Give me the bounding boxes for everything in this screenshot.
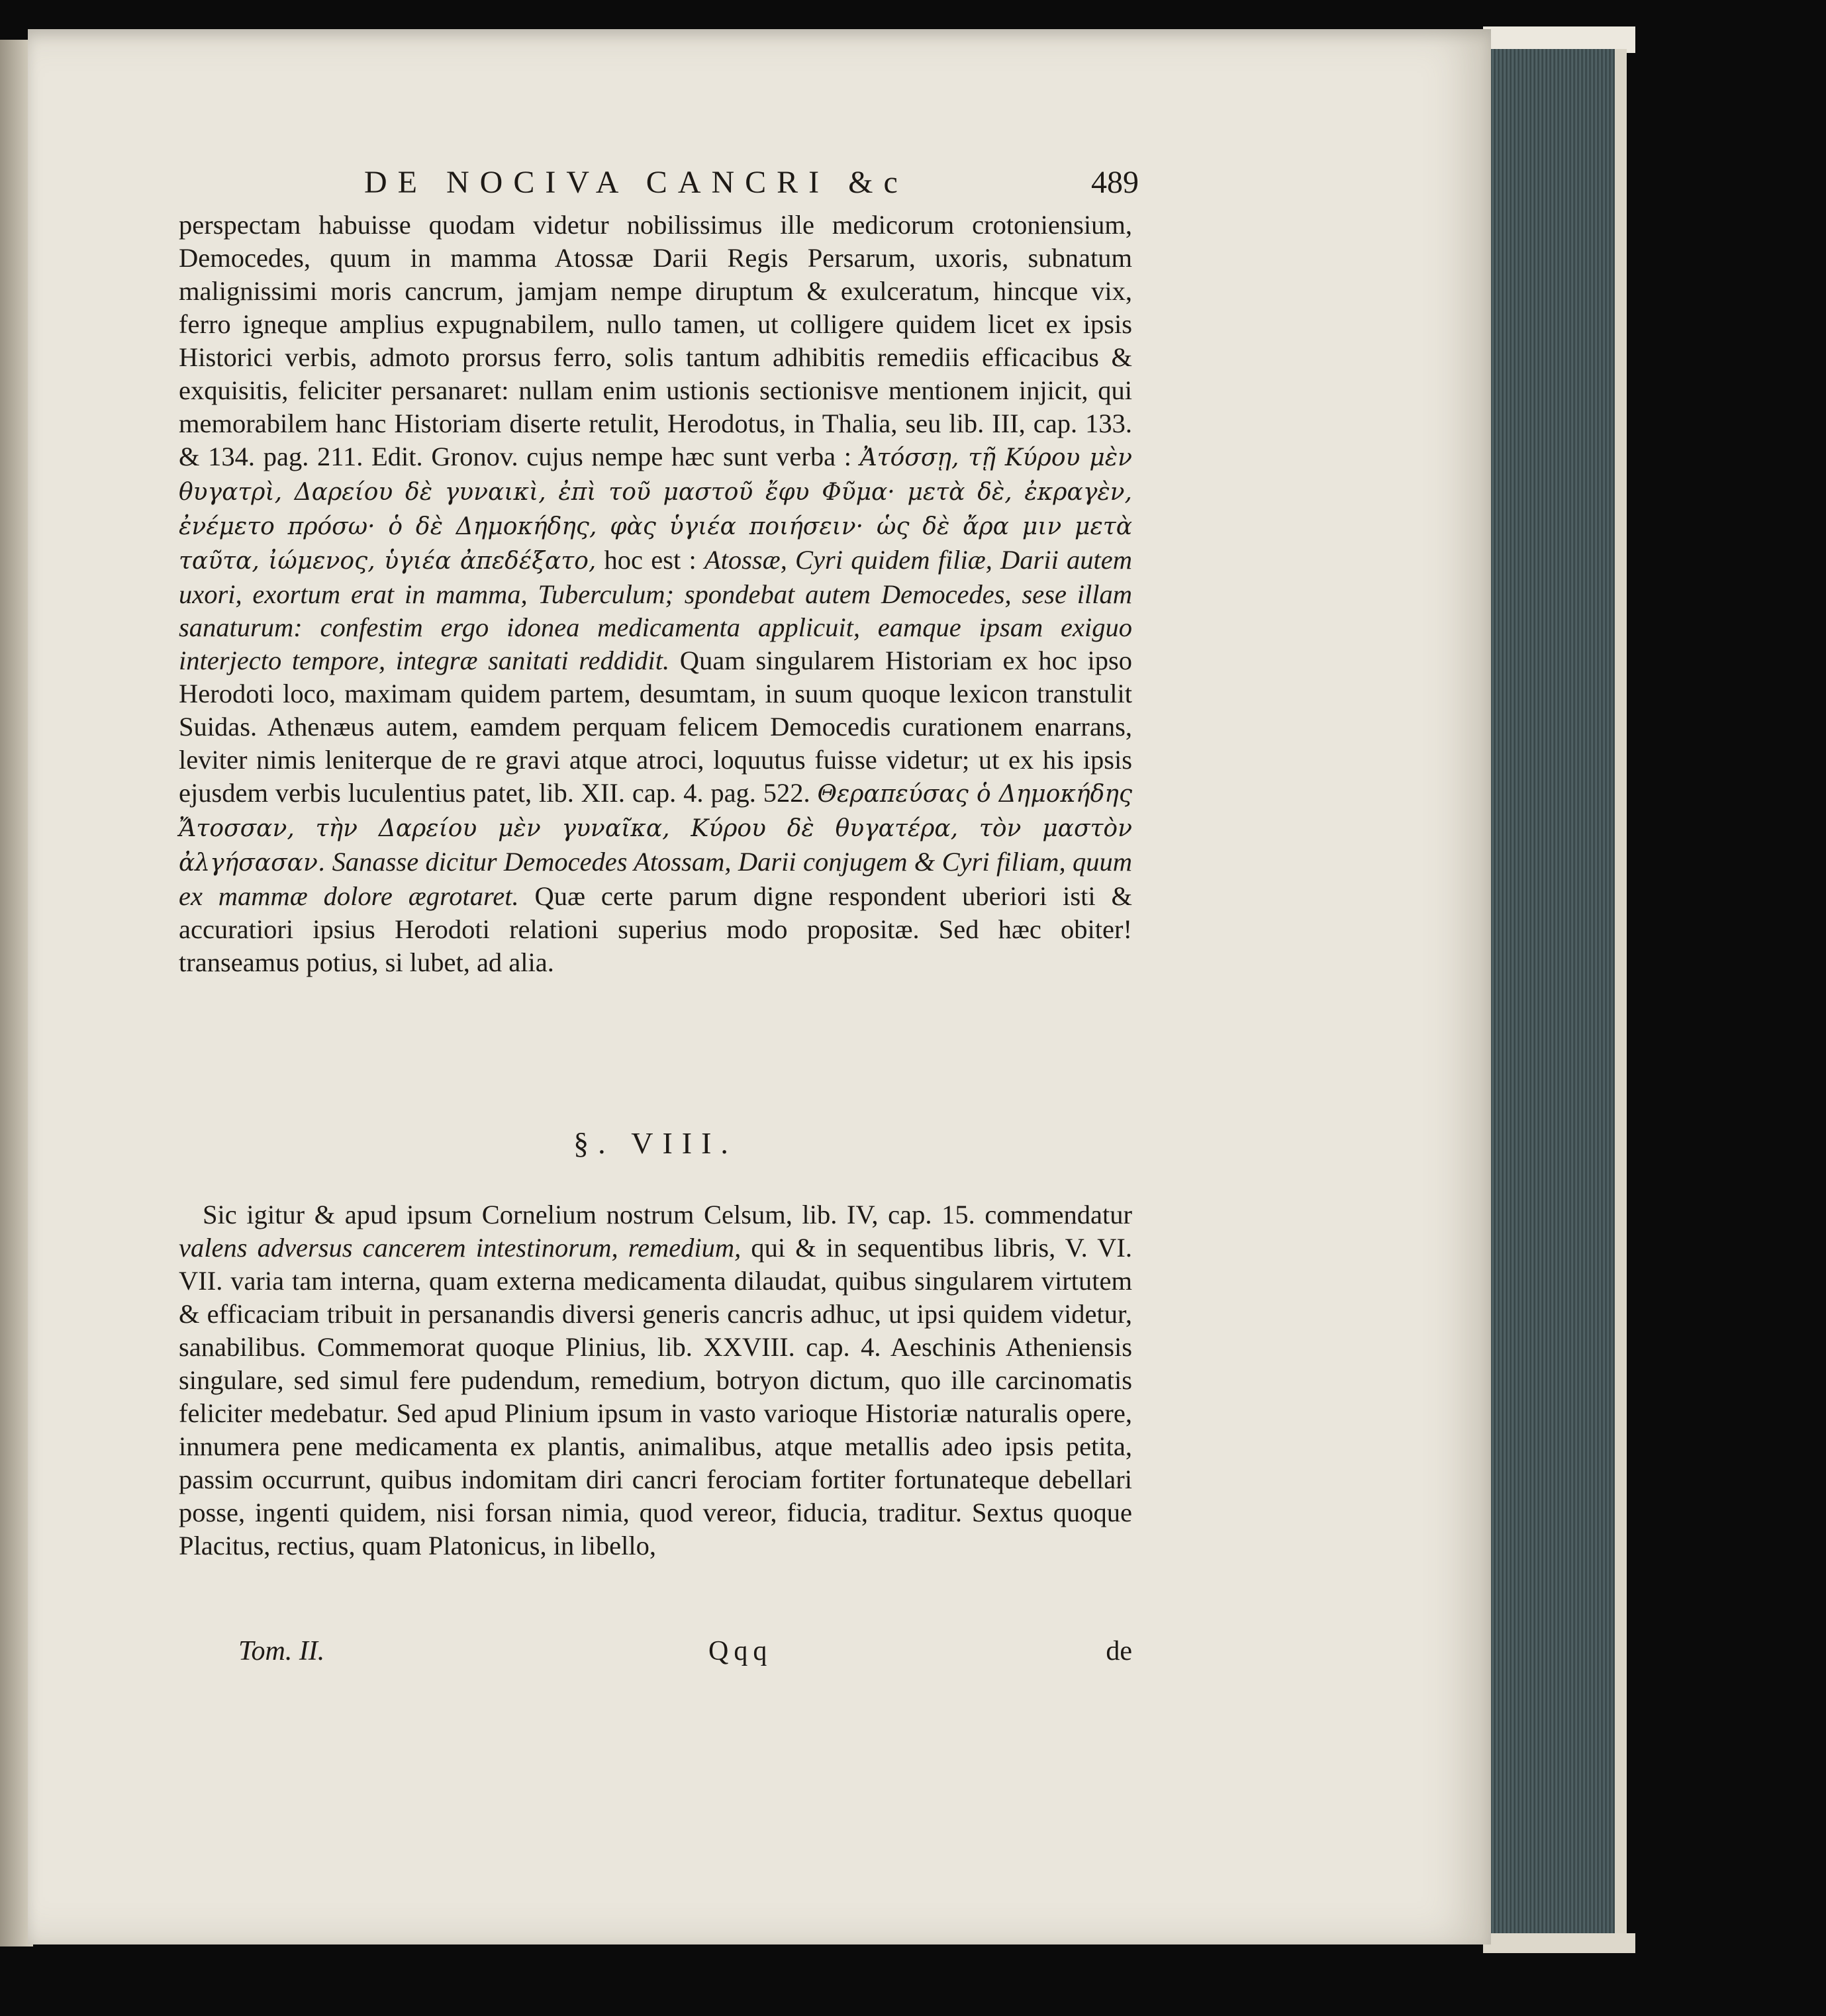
body-text-paragraph-1 xyxy=(179,209,1132,979)
signature-mark: Qqq xyxy=(708,1636,773,1666)
book-fore-edge xyxy=(1491,49,1627,1943)
text-latin: Quam singularem Historiam ex hoc ipso Herodoti loco, maximam quidem partem, desumtam, in suum quoque lexicon transtulit Suidas. Athenæus autem, eamdem perquam felicem Democedis curationem enarrans, leviter nimis leniterque de re gravi atque atroci, loquutus fuisse videtur; ut ex his ipsis ejusdem verbis luculentius patet, lib. XII. cap. 4. pag. 522. xyxy=(179,646,1133,808)
text-latin: perspectam habuisse quodam videtur nobilissimus ille medicorum crotoniensium, Democedes, quum in mamma Atossæ Darii Regis Persarum, uxoris, subnatum malignissimi moris cancrum, jamjam nempe diruptum & exulceratum, hincque vix, ferro igneque amplius expugnabilem, nullo tamen, ut colligere quidem licet ex ipsis Historici verbis, admoto prorsus ferro, solis tantum adhibitis remediis efficacibus & exquisitis, feliciter persanaret: nullam enim ustionis sectionisve mentionem injicit, qui memorabilem hanc Historiam diserte retulit, Herodotus, in Thalia, seu lib. III, cap. 133. & 134. pag. 211. Edit. Gronov. cujus nempe hæc sunt verba : xyxy=(179,210,1132,471)
italic-phrase: valens adversus cancerem intestinorum, remedium, xyxy=(179,1233,742,1263)
section-heading: §. VIII. xyxy=(573,1126,738,1160)
latin-translation: Sanasse dicitur Democedes Atossam, Darii conjugem & Cyri filiam, quum ex mammæ dolore ægrotaret. xyxy=(179,847,1133,911)
text-latin: Quæ certe parum digne respondent uberiori isti & accuratiori ipsius Herodoti relationi superius modo propositæ. Sed hæc obiter! transeamus potius, si lubet, ad alia. xyxy=(179,881,1133,977)
text-latin: hoc est : xyxy=(604,545,697,575)
body-text-paragraph-2 xyxy=(179,1198,1132,1562)
running-head-title: DE NOCIVA CANCRI &c xyxy=(364,165,908,200)
greek-quotation: Θεραπεύσας ὁ Δημοκήδης Ἄτοσσαν, τὴν Δαρείου μὲν γυναῖκα, Κύρου δὲ θυγατέρα, τὸν μαστὸν ἀλγήσασαν. xyxy=(179,781,1133,877)
page-number: 489 xyxy=(1091,165,1139,200)
running-head xyxy=(179,159,1139,205)
greek-quotation: Ἀτόσσῃ, τῇ Κύρου μὲν θυγατρὶ, Δαρείου δὲ γυναικὶ, ἐπὶ τοῦ μαστοῦ ἔφυ Φῦμα· μετὰ δὲ, ἐκραγὲν, ἐνέμετο πρόσω· ὁ δὲ Δημοκήδης, φὰς ὑγιέα ποιήσειν· ὡς δὲ ἄρα μιν μετὰ ταῦτα, ἰώμενος, ὑγιέα ἀπεδέξατο, xyxy=(179,444,1132,575)
text-latin: qui & in sequentibus libris, V. VI. VII. varia tam interna, quam externa medicamenta dilaudat, quibus singularem virtutem & efficaciam tribuit in persanandis diversi generis cancris adhuc, ut ipsi quidem videtur, sanabilibus. Commemorat quoque Plinius, lib. XXVIII. cap. 4. Aeschinis Atheniensis singulare, sed simul fere pudendum, remedium, botryon dictum, quo ille carcinomatis feliciter medebatur. Sed apud Plinium ipsum in vasto varioque Historiæ naturalis opere, innumera pene medicamenta ex plantis, animalibus, atque metallis adeo ipsis petita, passim occurrunt, quibus indomitam diri cancri ferociam fortiter fortunateque debellari posse, ingenti quidem, nisi forsan nimia, quod vereor, fiducia, traditur. Sextus quoque Placitus, rectius, quam Platonicus, in libello, xyxy=(179,1233,1133,1560)
text-latin: Sic igitur & apud ipsum Cornelium nostrum Celsum, lib. IV, cap. 15. commendatur xyxy=(203,1200,1132,1229)
volume-mark: Tom. II. xyxy=(238,1636,325,1666)
page-corner-bottom xyxy=(1483,1933,1635,1953)
latin-translation: Atossæ, Cyri quidem filiæ, Darii autem uxori, exortum erat in mamma, Tuberculum; spondebat autem Democedes, sese illam sanaturum: confestim ergo idonea medicamenta applicuit, eamque ipsam exiguo interjecto tempore, integræ sanitati reddidit. xyxy=(179,545,1133,675)
page-footer xyxy=(179,1635,1132,1675)
catchword: de xyxy=(1106,1636,1132,1666)
